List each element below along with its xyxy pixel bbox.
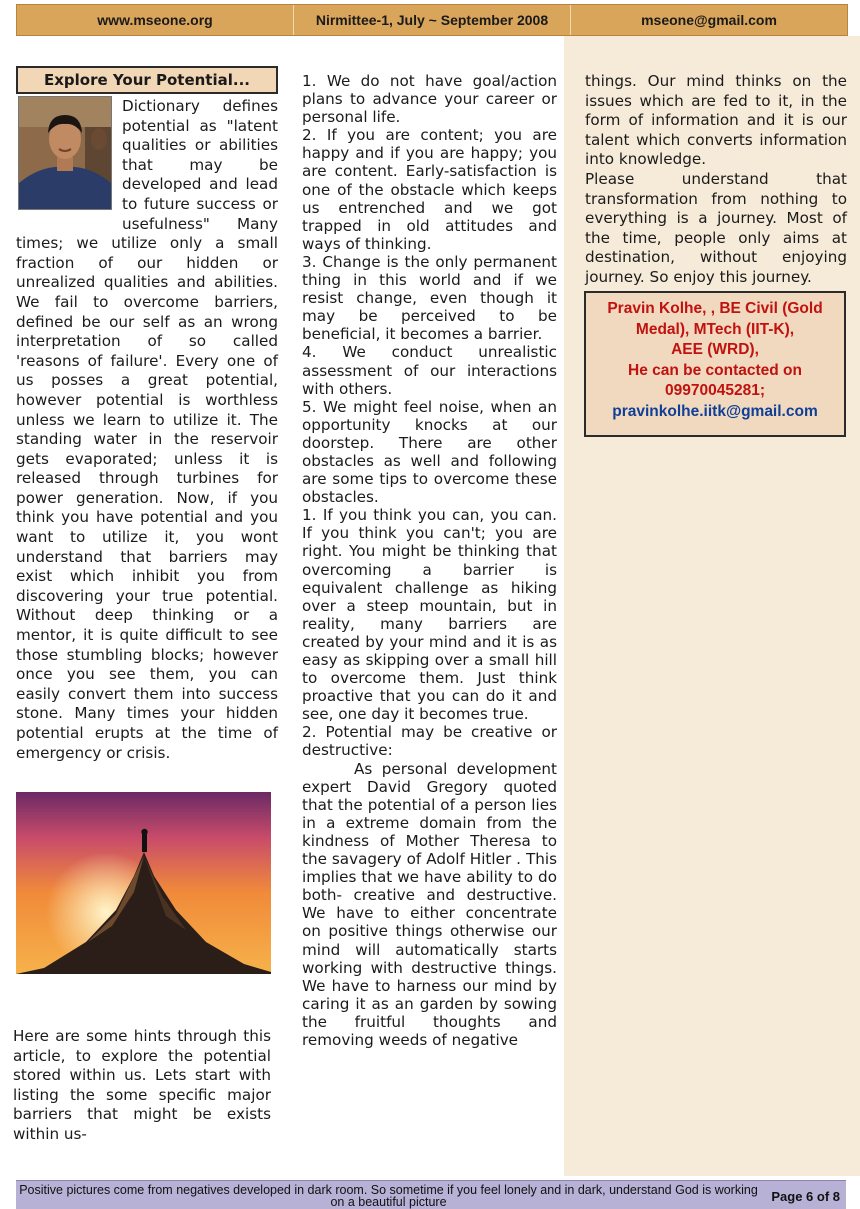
col3-paragraph-1: things. Our mind thinks on the issues which are fed to it, in the form of information and it is our talent which converts information into knowledge. bbox=[585, 72, 847, 169]
author-contact-line: He can be contacted on 09970045281; bbox=[628, 361, 802, 399]
mountain-image bbox=[16, 792, 271, 974]
hints-paragraph: Here are some hints through this article, to explore the potential stored within us. Lets start with listing the some specific major barriers that might be exists within us- bbox=[13, 1027, 271, 1143]
header-issue: Nirmittee-1, July ~ September 2008 bbox=[294, 5, 571, 35]
column-1-intro bbox=[16, 97, 278, 763]
footer-quote: Positive pictures come from negatives developed in dark room. So sometime if you feel lonely and in dark, understand God is working on a beautiful picture bbox=[19, 1183, 758, 1209]
barrier-2: 2. If you are content; you are happy and if you are happy; you are content. Early-satisfaction is one of the obstacle which keeps us entrenched and we got trapped in old attitudes and ways of thinking. bbox=[302, 126, 557, 253]
header-email[interactable]: mseone@gmail.com bbox=[641, 12, 777, 28]
page-header bbox=[16, 4, 848, 36]
col3-paragraph-2: Please understand that transformation from nothing to everything is a journey. Most of the time, people only aims at destination, without enjoying journey. So enjoy this journey. bbox=[585, 169, 847, 286]
barrier-5: 5. We might feel noise, when an opportunity knocks at our doorstep. There are other obstacles as well and following are some tips to overcome these obstacles. bbox=[302, 397, 557, 507]
tip-2-body: As personal development expert David Gregory quoted that the potential of a person lies in a extreme domain from the kindness of Mother Theresa to the savagery of Adolf Hitler . This implies that we have ability to do both- creative and destructive. We have to either concentrate on positive things otherwise our mind will automatically starts working with destructive things. We have to harness our mind by caring it as an garden by sowing the fruitful thoughts and removing weeds of negative bbox=[302, 759, 557, 1049]
author-email[interactable]: pravinkolhe.iitk@gmail.com bbox=[612, 402, 818, 420]
intro-paragraph: Dictionary defines potential as "latent qualities or abilities that may be developed and lead to future success or usefulness" Many times; we utilize only a small fraction of our hidden or unrealized qualities and abilities. We fail to overcome barriers, defined be our self as an wrong interpretation of so called 'reasons of failure'. Every one of us posses a great potential, however potential is worthless unless we learn to utilize it. The standing water in the reservoir gets evaporated; unless it is released through turbines for power generation. Now, if you think you have potential and you want to utilize it, you wont understand that barriers may exist which inhibit you from discovering your true potential. Without deep thinking or a mentor, it is quite difficult to see those stumbling blocks; however once you see them, you can easily convert them into success stone. Many times your hidden potential erupts at the time of emergency or crisis. bbox=[16, 97, 278, 762]
barrier-1: 1. We do not have goal/action plans to advance your career or personal life. bbox=[302, 72, 557, 127]
tip-1: 1. If you think you can, you can. If you think you can't; you are right. You might be thinking that overcoming a barrier is equivalent challenge as hiking over a steep mountain, but in reality, many barriers are created by your mind and it is as easy as skipping over a small hill to overcome them. Just think proactive that you can do it and see, one day it becomes true. bbox=[302, 506, 557, 724]
barrier-4: 4. We conduct unrealistic assessment of our interactions with others. bbox=[302, 343, 557, 398]
author-info-box bbox=[584, 291, 846, 437]
column-2 bbox=[302, 72, 557, 1049]
header-website[interactable]: www.mseone.org bbox=[17, 5, 294, 35]
column-3 bbox=[585, 72, 847, 288]
column-1-hints bbox=[13, 1027, 271, 1145]
barrier-3: 3. Change is the only permanent thing in this world and if we resist change, even though it may be perceived to be beneficial, it becomes a barrier. bbox=[302, 252, 557, 344]
page-footer bbox=[16, 1180, 846, 1209]
page-number: Page 6 of 8 bbox=[771, 1189, 840, 1204]
tip-2-heading: 2. Potential may be creative or destructive: bbox=[302, 723, 557, 760]
article-title: Explore Your Potential... bbox=[16, 66, 278, 94]
author-name-line: Pravin Kolhe, , BE Civil (Gold Medal), MTech (IIT-K), bbox=[607, 300, 823, 338]
author-position-line: AEE (WRD), bbox=[671, 341, 759, 358]
